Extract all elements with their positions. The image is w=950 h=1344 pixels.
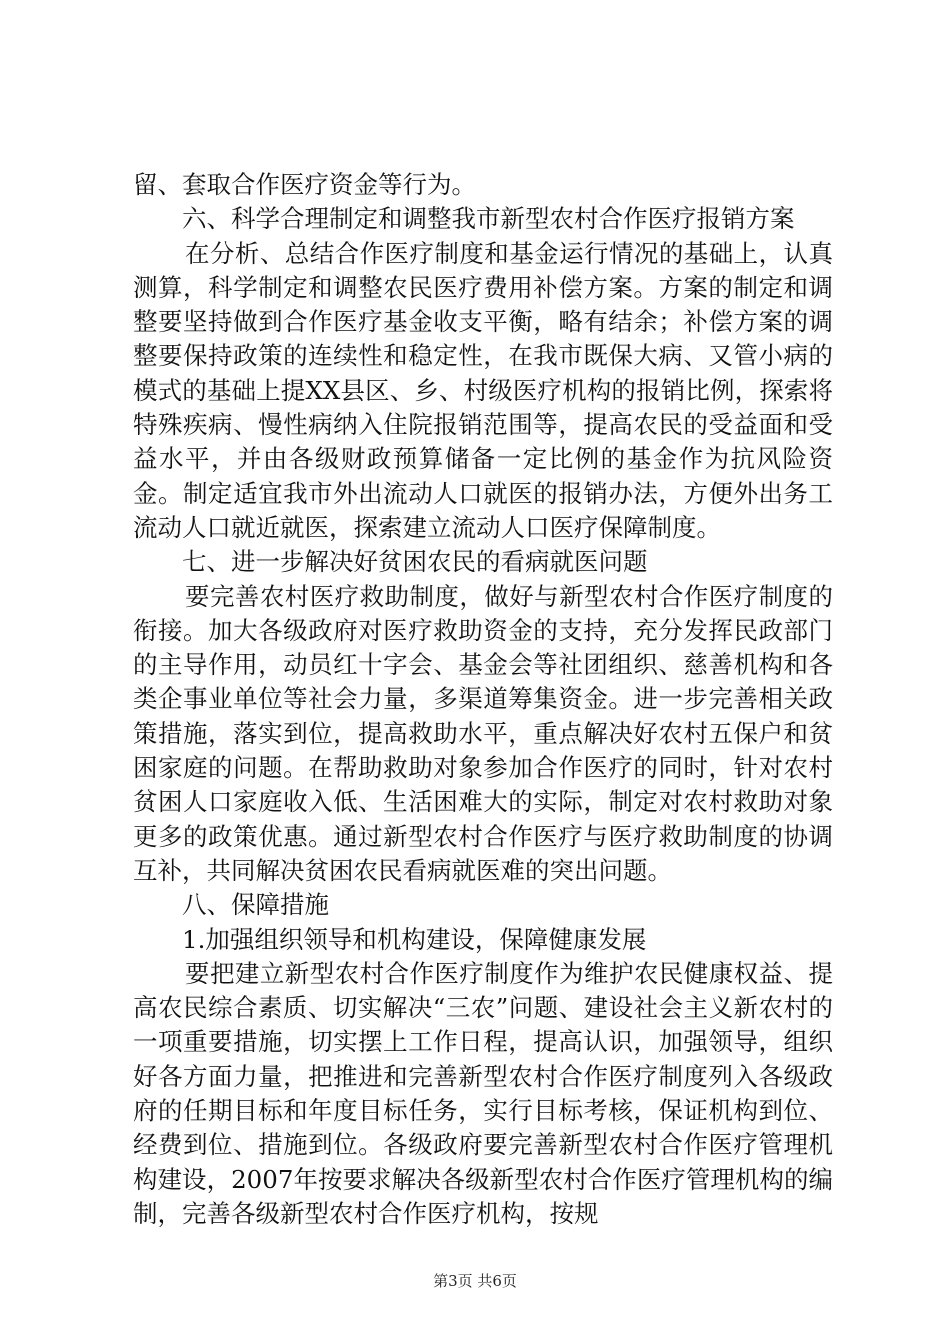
paragraph-continuation: 留、套取合作医疗资金等行为。 xyxy=(133,170,476,199)
paragraph-section-8-1: 要把建立新型农村合作医疗制度作为维护农民健康权益、提高农民综合素质、切实解决“三农”问题、建设社会主义新农村的一项重要措施，切实摆上工作日程，提高认识，加强领导，组织好各方面力量，把推进和完善新型农村合作医疗制度列入各级政府的任期目标和年度目标任务，实行目标考核，保证机构到位、经费到位、措施到位。各级政府要完善新型农村合作医疗管理机构建设，2007年按要求解决各级新型农村合作医疗管理机构的编制，完善各级新型农村合作医疗机构，按规 xyxy=(133,958,833,1228)
section-heading-6: 六、科学合理制定和调整我市新型农村合作医疗报销方案 xyxy=(182,204,795,234)
subsection-heading-8-1: 1.加强组织领导和机构建设，保障健康发展 xyxy=(182,924,647,954)
document-body xyxy=(133,168,833,1231)
section-heading-8: 八、保障措施 xyxy=(182,890,329,920)
page-footer xyxy=(0,1270,950,1291)
page-number-label: 第3页 共6页 xyxy=(433,1272,517,1290)
paragraph-section-7: 要完善农村医疗救助制度，做好与新型农村合作医疗制度的衔接。加大各级政府对医疗救助资金的支持，充分发挥民政部门的主导作用，动员红十字会、基金会等社团组织、慈善机构和各类企事业单位等社会力量，多渠道筹集资金。进一步完善相关政策措施，落实到位，提高救助水平，重点解决好农村五保户和贫困家庭的问题。在帮助救助对象参加合作医疗的同时，针对农村贫困人口家庭收入低、生活困难大的实际，制定对农村救助对象更多的政策优惠。通过新型农村合作医疗与医疗救助制度的协调互补，共同解决贫困农民看病就医难的突出问题。 xyxy=(133,581,833,885)
section-heading-7: 七、进一步解决好贫困农民的看病就医问题 xyxy=(182,547,648,577)
paragraph-section-6: 在分析、总结合作医疗制度和基金运行情况的基础上，认真测算，科学制定和调整农民医疗费用补偿方案。方案的制定和调整要坚持做到合作医疗基金收支平衡，略有结余；补偿方案的调整要保持政策的连续性和稳定性，在我市既保大病、又管小病的模式的基础上提XX县区、乡、村级医疗机构的报销比例，探索将特殊疾病、慢性病纳入住院报销范围等，提高农民的受益面和受益水平，并由各级财政预算储备一定比例的基金作为抗风险资金。制定适宜我市外出流动人口就医的报销办法，方便外出务工流动人口就近就医，探索建立流动人口医疗保障制度。 xyxy=(133,238,833,542)
